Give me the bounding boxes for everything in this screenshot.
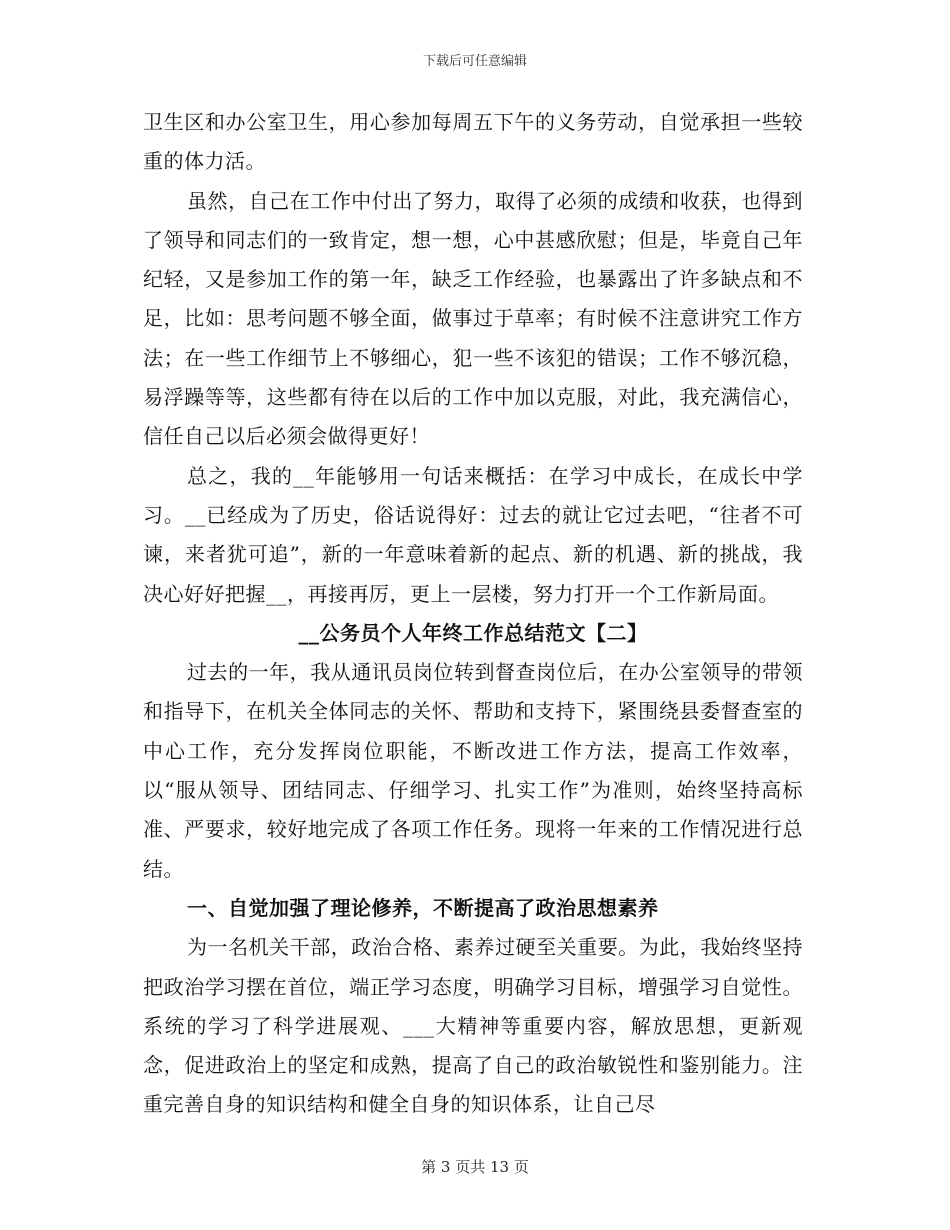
paragraph-shortcomings: 虽然，自己在工作中付出了努力，取得了必须的成绩和收获，也得到了领导和同志们的一致肯定，想一想，心中甚感欣慰；但是，毕竟自己年纪轻，又是参加工作的第一年，缺乏工作经验，也暴露出了许多缺点和不足，比如：思考问题不够全面，做事过于草率；有时候不注意讲究工作方法；在一些工作细节上不够细心，犯一些不该犯的错误；工作不够沉稳，易浮躁等等，这些都有待在以后的工作中加以克服，对此，我充满信心，信任自己以后必须会做得更好！ bbox=[143, 188, 803, 449]
paragraph-political-study: 为一名机关干部，政治合格、素养过硬至关重要。为此，我始终坚持把政治学习摆在首位，端正学习态度，明确学习目标，增强学习自觉性。系统的学习了科学进展观、___大精神等重要内容，解放思想，更新观念，促进政治上的坚定和成熟，提高了自己的政治敏锐性和鉴别能力。注重完善自身的知识结构和健全自身的知识体系，让自己尽 bbox=[143, 935, 803, 1117]
document-body bbox=[143, 103, 803, 1125]
paragraph-introduction: 过去的一年，我从通讯员岗位转到督查岗位后，在办公室领导的带领和指导下，在机关全体同志的关怀、帮助和支持下，紧围绕县委督查室的中心工作，充分发挥岗位职能，不断改进工作方法，提高工作效率，以“服从领导、团结同志、仔细学习、扎实工作”为准则，始终坚持高标准、严要求，较好地完成了各项工作任务。现将一年来的工作情况进行总结。 bbox=[143, 660, 803, 881]
paragraph-conclusion: 总之，我的__年能够用一句话来概括：在学习中成长，在成长中学习。__已经成为了历史，俗话说得好：过去的就让它过去吧，“往者不可谏，来者犹可追”，新的一年意味着新的起点、新的机遇、新的挑战，我决心好好把握__，再接再厉，更上一层楼，努力打开一个工作新局面。 bbox=[143, 463, 803, 606]
page-header: 下载后可任意编辑 bbox=[422, 54, 527, 69]
subheading-theory: 一、自觉加强了理论修养，不断提高了政治思想素养 bbox=[187, 895, 659, 920]
page-number: 第 3 页共 13 页 bbox=[421, 1158, 529, 1176]
section-title: __公务员个人年终工作总结范文【二】 bbox=[298, 620, 648, 645]
paragraph-continued: 卫生区和办公室卫生，用心参加每周五下午的义务劳动，自觉承担一些较重的体力活。 bbox=[143, 110, 803, 174]
